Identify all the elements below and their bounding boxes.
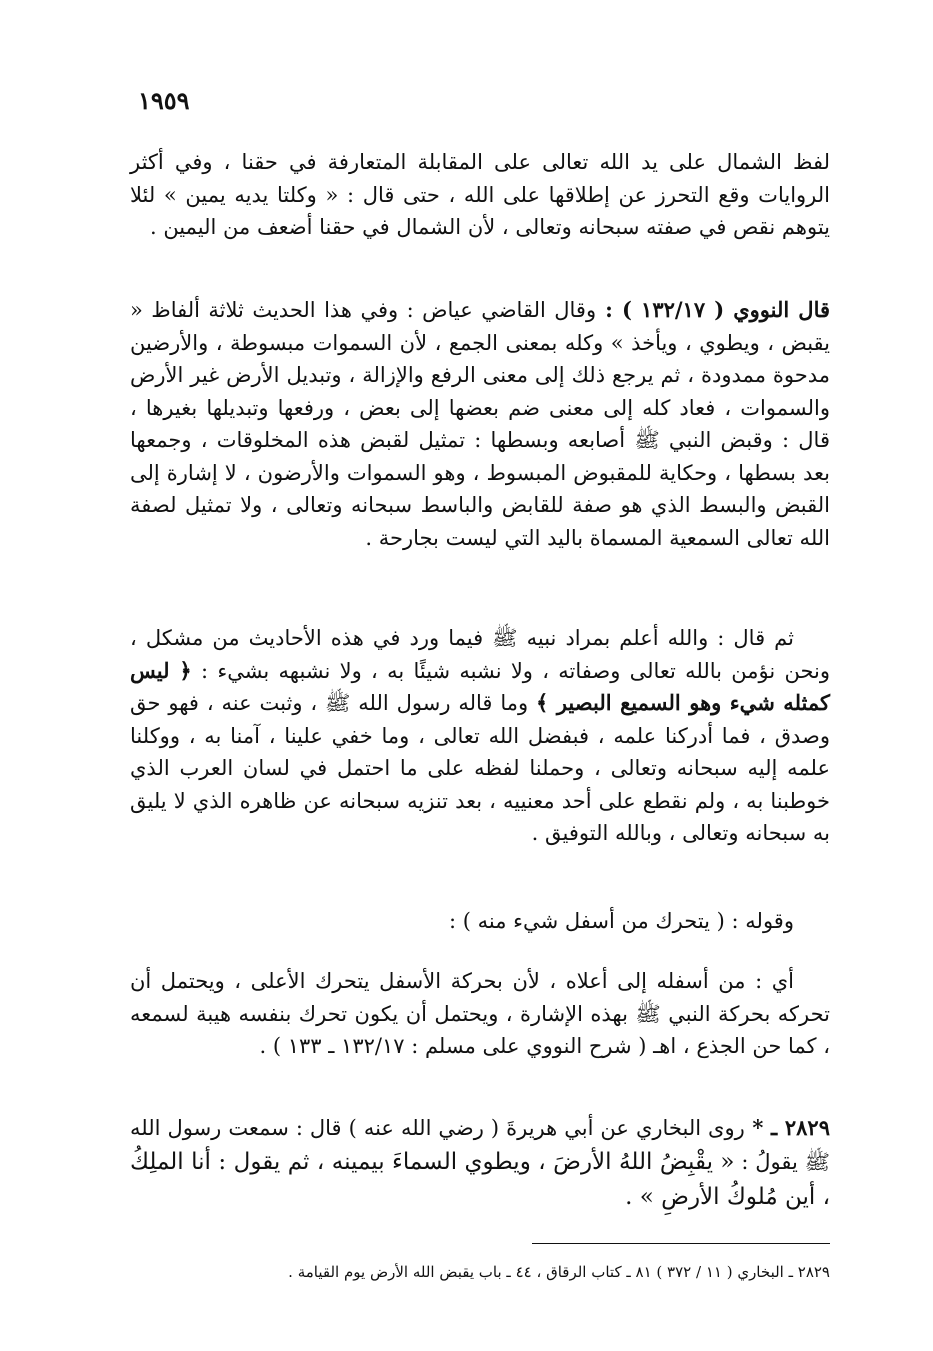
- explanation-text: أي : من أسفله إلى أعلاه ، لأن بحركة الأسفل يتحرك الأعلى ، ويحتمل أن تحركه بحركة النبي ﷺ بهذه الإشارة ، ويحتمل أن يكون تحرك بنفسه هيبة لسمعه ، كما حن الجذع ، اهـ ( شرح النووي على مسلم : ١٣٢/١٧ ـ ١٣٣ ) .: [130, 969, 830, 1059]
- paragraph-explanation: [130, 965, 830, 1063]
- paragraph-then-said-text: [130, 622, 830, 850]
- footnote-divider: [532, 1243, 830, 1244]
- page-number: ١٩٥٩: [138, 86, 190, 115]
- footnote-2829: ٢٨٢٩ ـ البخاري ( ١١ / ٣٧٢ ) ٨١ ـ كتاب الرقاق ، ٤٤ ـ باب يقبض الله الأرض يوم القيامة .: [288, 1263, 830, 1281]
- quran-verse: ﴿ ليس كمثله شيء وهو السميع البصير ﴾: [130, 657, 830, 716]
- then-said-part-a: ثم قال : والله أعلم بمراد نبيه ﷺ فيما ورد في هذه الأحاديث من مشكل ، ونحن نؤمن بالله تعالى وصفاته ، ولا نشبه شيئًا به ، ولا نشبهه بشيء :: [130, 626, 830, 683]
- paragraph-1: [130, 146, 830, 244]
- then-said-part-b: وما قاله رسول الله ﷺ ، وثبت عنه ، فهو حق وصدق ، فما أدركنا علمه ، فبفضل الله تعالى ، وما خفي علينا ، آمنا به ، ووكلنا علمه إليه سبحانه وتعالى ، وحملنا لفظه على ما احتمل في لسان العرب الذي خوطبنا به ، ولم نقطع على أحد معنييه ، بعد تنزيه سبحانه عن ظاهره الذي لا يليق به سبحانه وتعالى ، وبالله التوفيق .: [130, 691, 830, 846]
- hadith-number: ٢٨٢٩ ـ *: [744, 1115, 830, 1140]
- nawawi-citation: قال النووي ( ١٣٢/١٧ ) :: [596, 297, 831, 322]
- hadith-matn: « يقْبِضُ اللهُ الأرضَ ، ويطوي السماءَ بيمينه ، ثم يقول : أنا الملِكُ ، أين مُلوكُ الأرضِ » .: [130, 1148, 830, 1211]
- hadith-text: [130, 1112, 830, 1216]
- paragraph-qawluhu: [130, 905, 830, 938]
- hadith-2829: [130, 1112, 830, 1216]
- paragraph-nawawi-text: [130, 294, 830, 554]
- paragraph-then-said: [130, 622, 830, 850]
- paragraph-1-text: لفظ الشمال على يد الله تعالى على المقابلة المتعارفة في حقنا ، وفي أكثر الروايات وقع التحرز عن إطلاقها على الله ، حتى قال : « وكلتا يديه يمين » لئلا يتوهم نقص في صفته سبحانه وتعالى ، لأن الشمال في حقنا أضعف من اليمين .: [130, 150, 830, 240]
- hadith-narration: روى البخاري عن أبي هريرةَ ( رضي الله عنه ) قال : سمعت رسول الله ﷺ يقولُ :: [130, 1116, 830, 1174]
- nawawi-body: وقال القاضي عياض : وفي هذا الحديث ثلاثة ألفاظ « يقبض ، ويطوي ، ويأخذ » وكله بمعنى الجمع ، لأن السموات مبسوطة ، والأرضين مدحوة ممدودة ، ثم يرجع ذلك إلى معنى الرفع والإزالة ، وتبديل الأرض غير الأرض والسموات ، فعاد كله إلى معنى ضم بعضها إلى بعض ، ورفعها وتبديلها بغيرها ، قال : وقبض النبي ﷺ أصابعه وبسطها : تمثيل لقبض هذه المخلوقات ، وجمعها بعد بسطها ، وحكاية للمقبوض المبسوط ، وهو السموات والأرضون ، لا إشارة إلى القبض والبسط الذي هو صفة للقابض والباسط سبحانه وتعالى ، ولا تمثيل لصفة الله تعالى السمعية المسماة باليد التي ليست بجارحة .: [130, 298, 830, 550]
- paragraph-nawawi: [130, 294, 830, 554]
- qawluhu-text: وقوله : ( يتحرك من أسفل شيء منه ) :: [449, 909, 794, 933]
